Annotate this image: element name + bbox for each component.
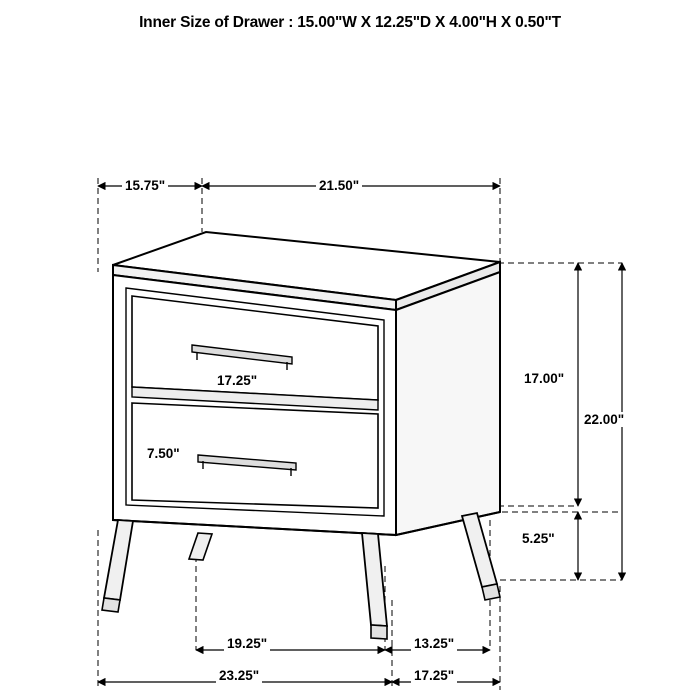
cabinet-side <box>396 272 500 535</box>
dim-overall-side-depth: 17.25" <box>411 668 457 683</box>
leg-front-right <box>362 533 387 626</box>
dim-bottom-front-width: 19.25" <box>224 636 270 651</box>
dim-top-right-width: 21.50" <box>316 178 362 193</box>
dim-upper-drawer-width: 17.25" <box>214 373 260 388</box>
page-title: Inner Size of Drawer : 15.00"W X 12.25"D X 4.00"H X 0.50"T <box>139 14 561 31</box>
leg-front-left-foot <box>102 598 120 612</box>
leg-rear-right-foot <box>482 584 500 600</box>
leg-rear-right <box>462 513 497 587</box>
nightstand-body <box>102 232 500 639</box>
dim-leg-height: 5.25" <box>519 531 558 546</box>
dim-lower-drawer-width: 7.50" <box>144 446 183 461</box>
dim-overall-height: 22.00" <box>581 412 627 427</box>
dim-overall-front-width: 23.25" <box>216 668 262 683</box>
leg-front-left <box>104 520 133 600</box>
dim-cabinet-height: 17.00" <box>521 371 567 386</box>
dim-top-left-width: 15.75" <box>122 178 168 193</box>
leg-front-right-foot <box>371 625 387 639</box>
leg-rear-left <box>189 533 212 560</box>
dim-bottom-side-depth: 13.25" <box>411 636 457 651</box>
